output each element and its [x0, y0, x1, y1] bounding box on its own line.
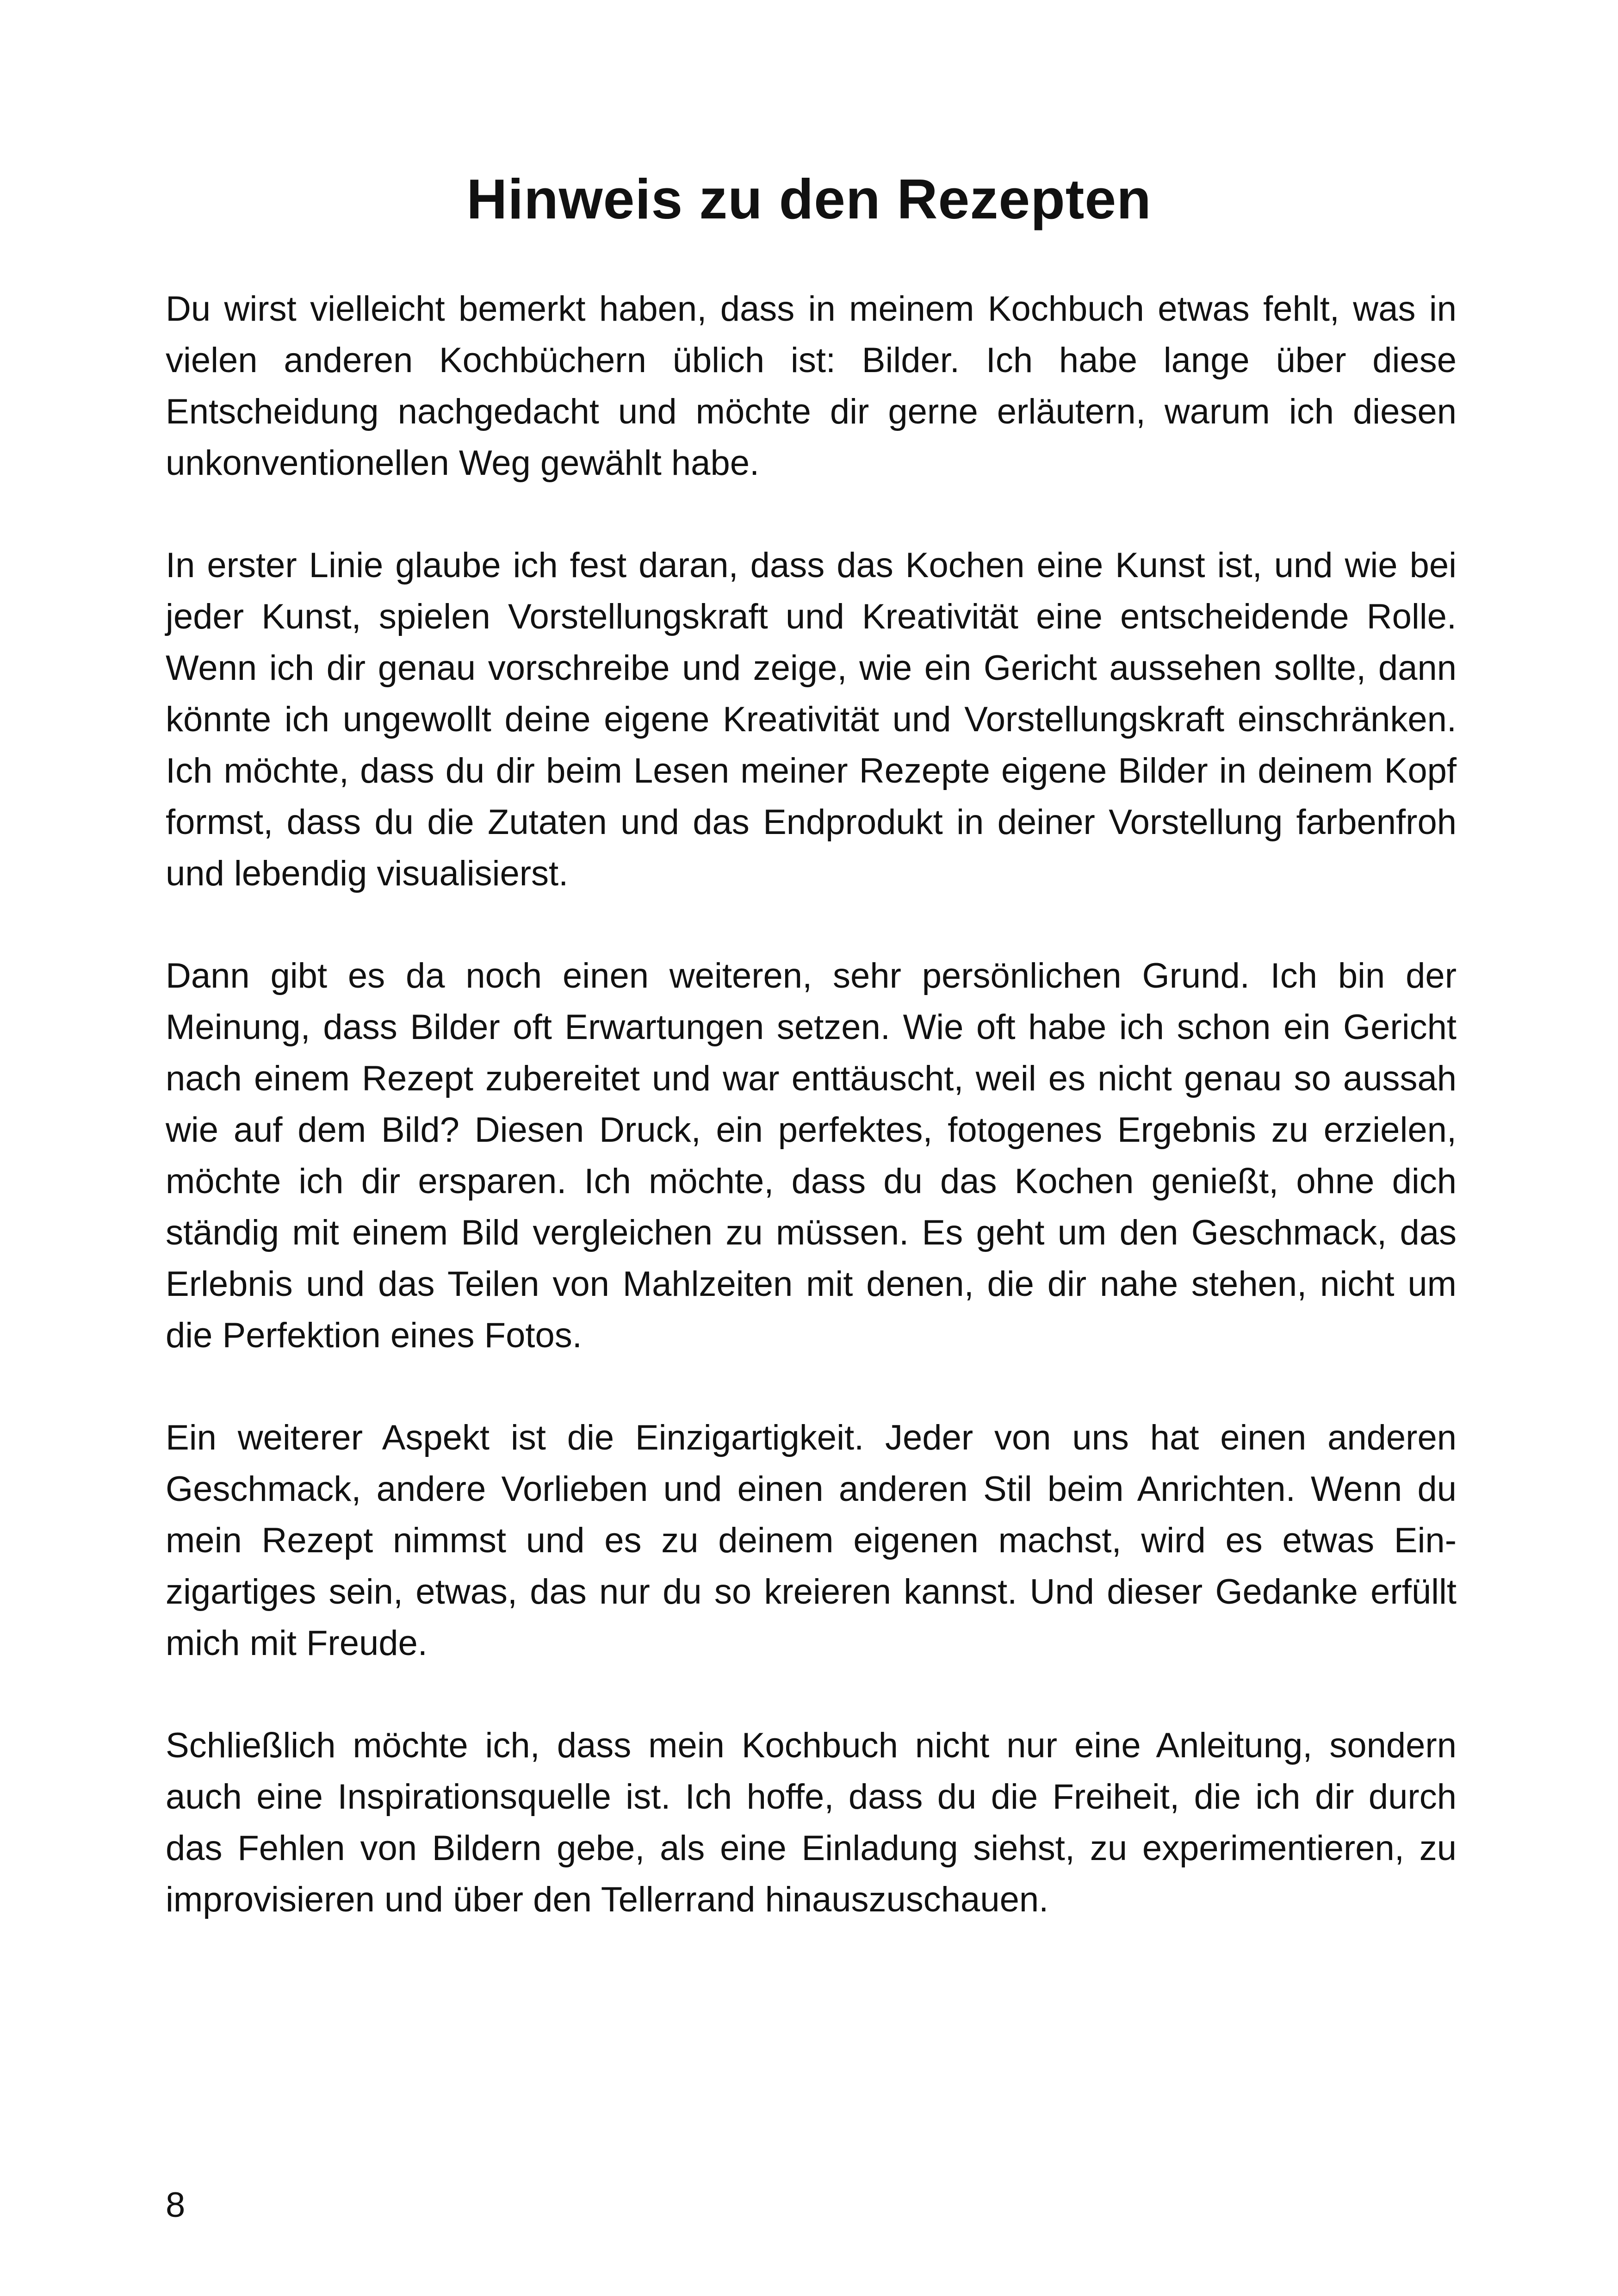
body-text	[166, 283, 1457, 1976]
paragraph-2: In erster Linie glaube ich fest daran, dass das Kochen eine Kunst ist, und wie bei jeder Kunst, spielen Vorstellungskraft und Kreativität eine entscheidende Rolle. Wenn ich dir genau vorschreibe und zeige, wie ein Gericht aussehen sollte, dann könnte ich ungewollt deine eigene Kreativität und Vorstellungskraft einschränken. Ich möchte, dass du dir beim Lesen meiner Rezepte eigene Bilder in deinem Kopf formst, dass du die Zutaten und das Endprodukt in deiner Vorstellung farbenfroh und lebendig visualisierst.	[166, 546, 1457, 893]
paragraph-4: Ein weiterer Aspekt ist die Einzigartigkeit. Jeder von uns hat einen anderen Geschmack, andere Vorlieben und einen anderen Stil beim Anrichten. Wenn du mein Rezept nimmst und es zu deinem eigenen machst, wird es etwas Einzigartiges sein, etwas, das nur du so kreieren kannst. Und dieser Gedanke erfüllt mich mit Freude.	[166, 1418, 1457, 1663]
paragraph-1: Du wirst vielleicht bemerkt haben, dass in meinem Kochbuch etwas fehlt, was in vielen anderen Kochbüchern üblich ist: Bilder. Ich habe lange über diese Entscheidung nachgedacht und möchte dir gerne erläutern, warum ich diesen unkonventionellen Weg gewählt habe.	[166, 289, 1457, 483]
paragraph-3: Dann gibt es da noch einen weiteren, sehr persönlichen Grund. Ich bin der Meinung, dass Bilder oft Erwartungen setzen. Wie oft habe ich schon ein Gericht nach einem Rezept zubereitet und war enttäuscht, weil es nicht genau so aussah wie auf dem Bild? Diesen Druck, ein perfektes, fotogenes Ergebnis zu erzielen, möchte ich dir ersparen. Ich möchte, dass du das Kochen genießt, ohne dich ständig mit einem Bild vergleichen zu müssen. Es geht um den Geschmack, das Erlebnis und das Teilen von Mahlzeiten mit denen, die dir nahe stehen, nicht um die Perfektion eines Fotos.	[166, 956, 1457, 1355]
page-title: Hinweis zu den Rezepten	[466, 168, 1152, 230]
paragraph-5: Schließlich möchte ich, dass mein Kochbuch nicht nur eine Anleitung, sondern auch eine Inspirationsquelle ist. Ich hoffe, dass du die Freiheit, die ich dir durch das Fehlen von Bildern gebe, als eine Einladung siehst, zu experimentieren, zu improvisieren und über den Tellerrand hinauszuschauen.	[166, 1726, 1457, 1919]
page-number: 8	[166, 2185, 186, 2225]
